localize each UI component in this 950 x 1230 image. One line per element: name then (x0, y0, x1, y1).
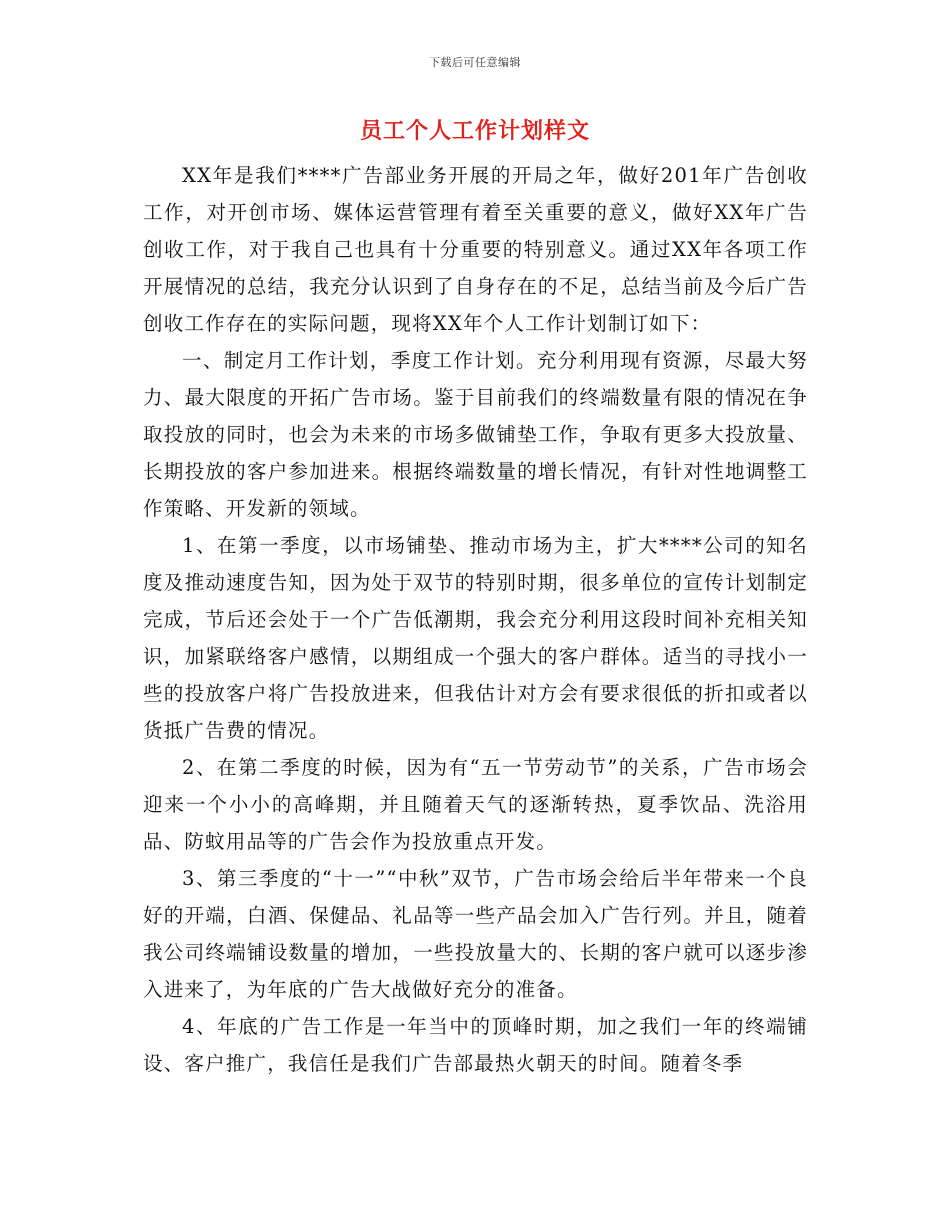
header-note: 下载后可任意编辑 (429, 56, 521, 69)
year-end-paragraph: 4、年底的广告工作是一年当中的顶峰时期，加之我们一年的终端铺设、客户推广，我信任是我们广告部最热火朝天的时间。随着冬季 (143, 1015, 808, 1075)
intro-paragraph: XX年是我们****广告部业务开展的开局之年，做好201年广告创收工作，对开创市场、媒体运营管理有着至关重要的意义，做好XX年广告创收工作，对于我自己也具有十分重要的特别意义。通过XX年各项工作开展情况的总结，我充分认识到了自身存在的不足，总结当前及今后广告创收工作存在的实际问题，现将XX年个人工作计划制订如下： (143, 164, 808, 335)
document-title: 员工个人工作计划样文 (359, 118, 590, 144)
section-one-paragraph: 一、制定月工作计划，季度工作计划。充分利用现有资源，尽最大努力、最大限度的开拓广告市场。鉴于目前我们的终端数量有限的情况在争取投放的同时，也会为未来的市场多做铺垫工作，争取有更多大投放量、长期投放的客户参加进来。根据终端数量的增长情况，有针对性地调整工作策略、开发新的领域。 (143, 349, 808, 520)
document-body (143, 157, 808, 1082)
third-quarter-paragraph: 3、第三季度的“十一”“中秋”双节，广告市场会给后半年带来一个良好的开端，白酒、保健品、礼品等一些产品会加入广告行列。并且，随着我公司终端铺设数量的增加，一些投放量大的、长期的客户就可以逐步渗入进来了，为年底的广告大战做好充分的准备。 (143, 867, 808, 1001)
first-quarter-paragraph: 1、在第一季度，以市场铺垫、推动市场为主，扩大****公司的知名度及推动速度告知，因为处于双节的特别时期，很多单位的宣传计划制定完成，节后还会处于一个广告低潮期，我会充分利用这段时间补充相关知识，加紧联络客户感情，以期组成一个强大的客户群体。适当的寻找小一些的投放客户将广告投放进来，但我估计对方会有要求很低的折扣或者以货抵广告费的情况。 (143, 534, 808, 742)
second-quarter-paragraph: 2、在第二季度的时候，因为有“五一节劳动节”的关系，广告市场会迎来一个小小的高峰期，并且随着天气的逐渐转热，夏季饮品、洗浴用品、防蚊用品等的广告会作为投放重点开发。 (143, 756, 808, 853)
